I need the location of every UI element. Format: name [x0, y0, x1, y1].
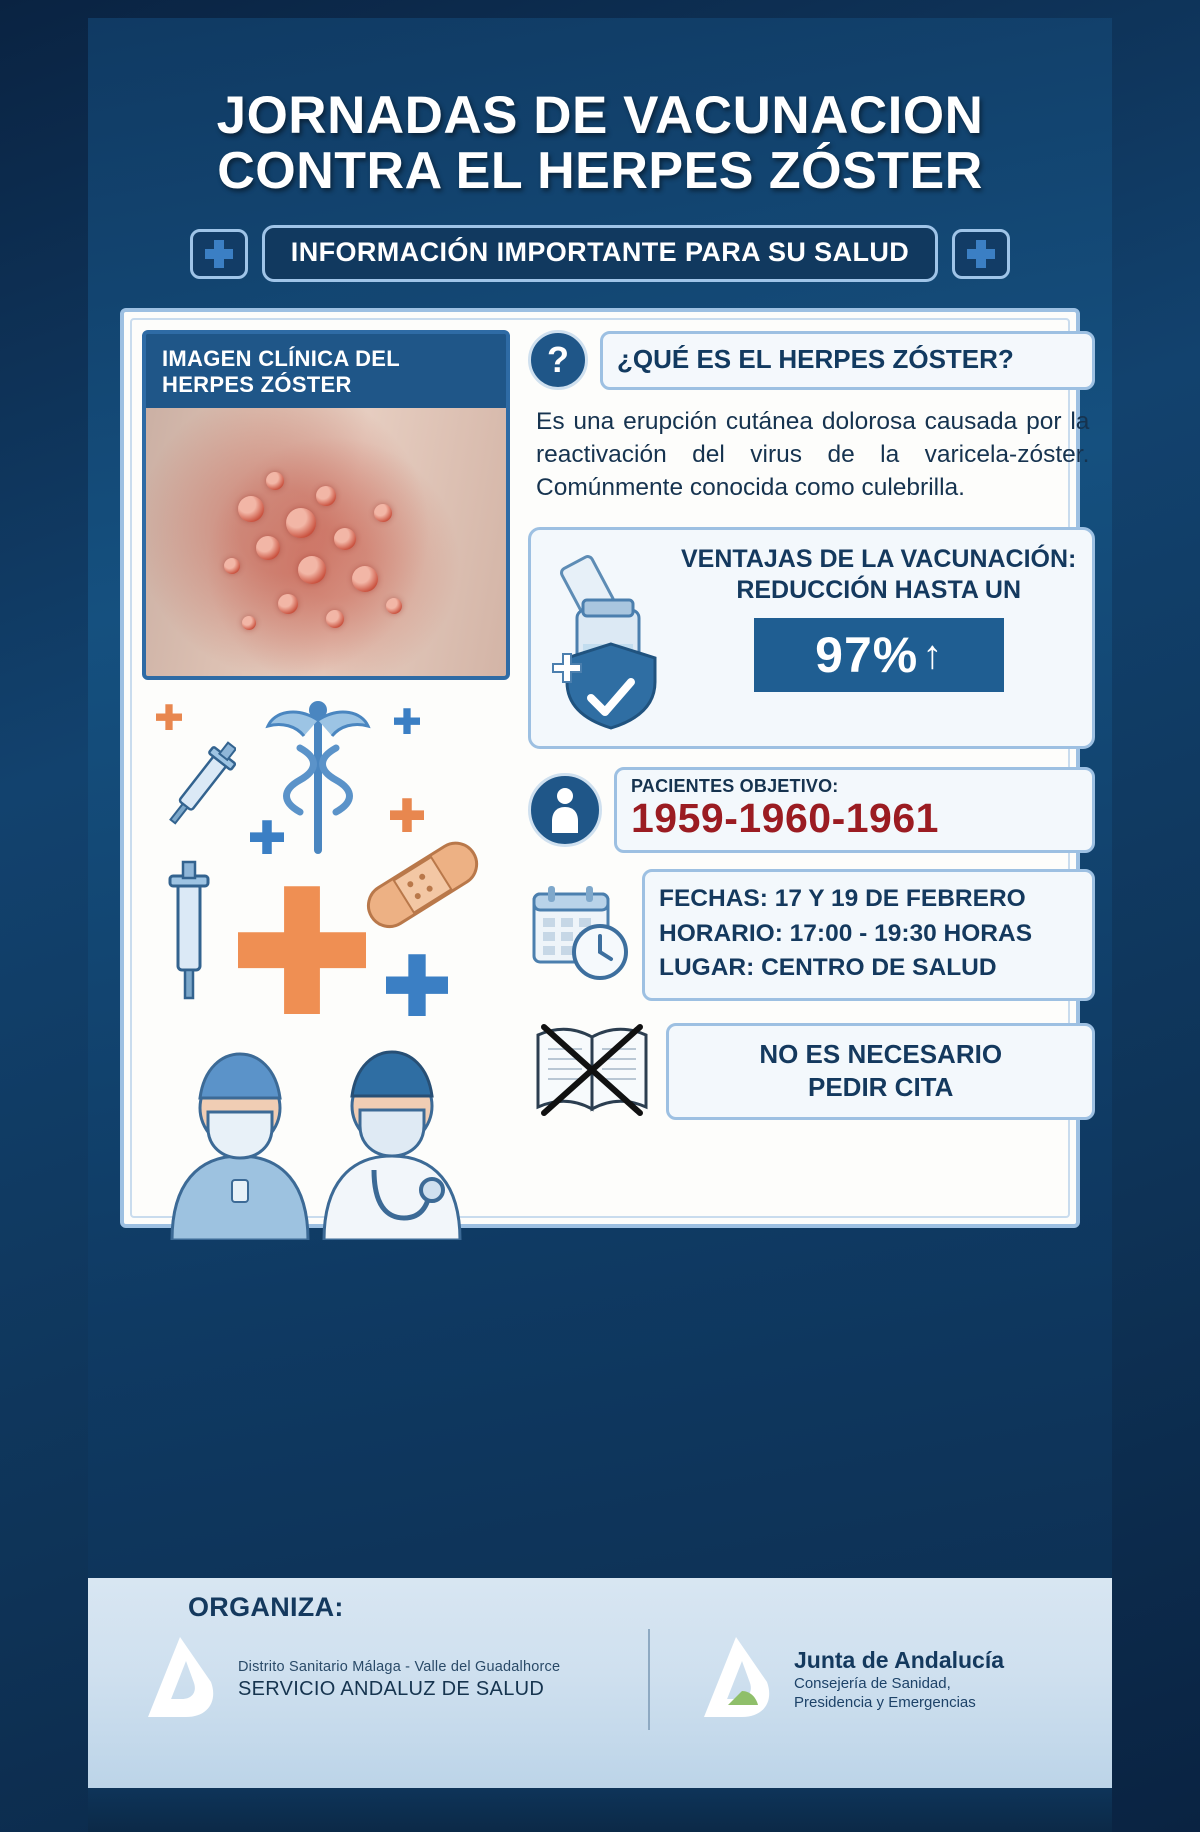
advantages-line-1: VENTAJAS DE LA VACUNACIÓN: — [681, 544, 1077, 573]
sas-district-line: Distrito Sanitario Málaga - Valle del Guadalhorce — [238, 1658, 561, 1675]
syringe-icon-2 — [148, 860, 232, 1015]
left-column — [142, 330, 510, 1206]
target-patients-label: PACIENTES OBJETIVO: — [631, 775, 839, 796]
medical-cross-icon-right — [952, 229, 1010, 279]
small-plus-icon-blue-1 — [394, 708, 420, 734]
calendar-clock-icon — [528, 880, 632, 989]
medium-plus-icon-blue — [386, 954, 448, 1016]
clinical-caption-line-2: HERPES ZÓSTER — [162, 372, 352, 398]
right-column — [528, 330, 1095, 1206]
advantages-percent-badge — [754, 618, 1004, 692]
junta-dept-line-1: Consejería de Sanidad, — [794, 1674, 951, 1692]
poster-title-line-1: JORNADAS DE VACUNACION — [216, 86, 984, 145]
advantages-percent-value: 97% — [815, 627, 919, 684]
footer-sas-block — [128, 1629, 648, 1730]
organiza-label: ORGANIZA: — [188, 1592, 344, 1622]
footer-logos — [128, 1629, 1072, 1730]
medical-cross-icon-left — [190, 229, 248, 279]
target-patients-row — [528, 767, 1095, 853]
question-heading-text: ¿QUÉ ES EL HERPES ZÓSTER? — [617, 343, 1014, 374]
shingles-rash-photo — [146, 408, 506, 676]
andalucia-logo-icon-2 — [684, 1629, 780, 1730]
footer-bottom-strip — [88, 1788, 1112, 1832]
small-plus-icon-orange-2 — [390, 798, 424, 832]
no-appointment-line-2: PEDIR CITA — [807, 1071, 954, 1102]
target-patients-years: 1959-1960-1961 — [631, 794, 939, 841]
sas-name-line: SERVICIO ANDALUZ DE SALUD — [238, 1677, 545, 1700]
no-appointment-line-1: NO ES NECESARIO — [759, 1039, 1003, 1070]
no-appointment-pill — [666, 1023, 1095, 1120]
question-body-text: Es una erupción cutánea dolorosa causada por la reactivación del virus de la varicela-zóster. Comúnmente conocida como culebrilla. — [536, 408, 1090, 501]
clinical-caption-line-1: IMAGEN CLÍNICA DEL — [162, 346, 401, 372]
question-heading-row — [528, 330, 1095, 390]
small-plus-icon-orange-1 — [156, 704, 182, 730]
clinical-image-block — [142, 330, 510, 680]
schedule-row — [528, 869, 1095, 1001]
up-arrow-icon: ↑ — [922, 633, 943, 678]
medical-icon-collage — [142, 690, 510, 1250]
poster-body — [88, 18, 1112, 1832]
schedule-hours: HORARIO: 17:00 - 19:30 HORAS — [659, 919, 1033, 947]
content-card — [120, 308, 1090, 1228]
target-patients-pill — [614, 767, 1095, 853]
subtitle-ribbon — [128, 225, 1072, 282]
schedule-pill — [642, 869, 1095, 1001]
syringe-icon-1 — [150, 740, 236, 853]
no-appointment-row — [528, 1017, 1095, 1126]
health-workers-illustration — [152, 1020, 482, 1245]
poster-footer — [88, 1578, 1112, 1788]
large-plus-icon-orange — [238, 886, 366, 1014]
question-heading-pill — [600, 331, 1095, 390]
poster-title-line-2: CONTRA EL HERPES ZÓSTER — [217, 142, 983, 201]
bandage-icon — [356, 838, 488, 935]
content-grid — [142, 330, 1090, 1206]
vaccination-advantages-box — [528, 527, 1095, 749]
andalucia-logo-icon-1 — [128, 1629, 224, 1730]
advantages-line-2: REDUCCIÓN HASTA UN — [736, 576, 1022, 605]
junta-dept-line-2: Presidencia y Emergencias — [794, 1694, 976, 1711]
sas-text-block — [238, 1659, 560, 1701]
poster-header — [88, 18, 1112, 282]
no-appointment-book-icon — [528, 1017, 656, 1126]
person-icon — [528, 773, 602, 847]
junta-title: Junta de Andalucía — [794, 1646, 1005, 1673]
schedule-place: LUGAR: CENTRO DE SALUD — [659, 954, 997, 982]
vaccine-vial-shield-icon — [539, 548, 679, 741]
schedule-dates: FECHAS: 17 Y 19 DE FEBRERO — [659, 884, 1026, 912]
poster-subtitle: INFORMACIÓN IMPORTANTE PARA SU SALUD — [290, 237, 910, 268]
question-mark-icon: ? — [528, 330, 588, 390]
junta-text-block — [794, 1647, 1004, 1713]
footer-junta-block — [648, 1629, 1004, 1730]
subtitle-pill — [262, 225, 938, 282]
clinical-image-caption — [146, 334, 506, 408]
